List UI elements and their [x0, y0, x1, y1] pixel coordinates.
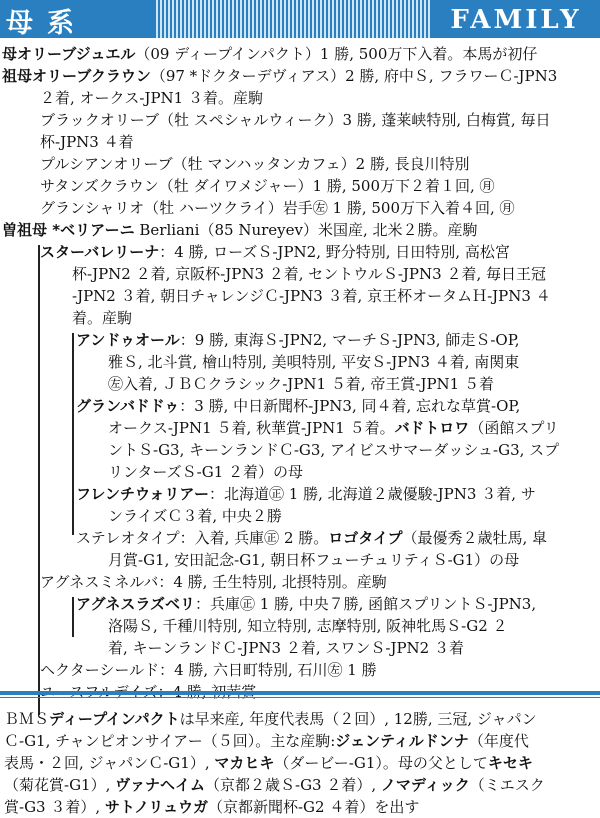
text-segment: 着。産駒 [72, 309, 133, 327]
horse-name: マカヒキ [214, 754, 275, 772]
pedigree-line [108, 637, 464, 659]
horse-name: バドトロワ [394, 419, 470, 437]
horse-name: アンドゥオール [76, 331, 180, 349]
text-segment: ：3 勝, 中日新聞杯-JPN3, 同４着, 忘れな草賞-OP, [179, 397, 521, 415]
pedigree-line [76, 395, 520, 417]
text-segment: Ｃ-G1, チャンピオンサイアー（５回）。主な産駒: [4, 732, 336, 750]
text-segment: （ダービー-G1）。母の父として [274, 754, 488, 772]
text-segment: ㊧入着, ＪＢＣクラシック-JPN1 ５着, 帝王賞-JPN1 ５着 [108, 375, 494, 393]
text-segment: （年度代 [468, 732, 529, 750]
text-segment: ：北海道㊣ 1 勝, 北海道２歳優駿-JPN3 ３着, サ [208, 485, 536, 503]
pedigree-line [40, 571, 387, 593]
text-segment: 洛陽Ｓ, 千種川特別, 知立特別, 志摩特別, 阪神牝馬Ｓ-G2 ２ [108, 617, 508, 635]
text-segment: ステレオタイプ：入着, 兵庫㊣ 2 勝。 [76, 529, 329, 547]
bms-divider-thin [0, 697, 600, 698]
pedigree-line [108, 549, 519, 571]
text-segment: （97 *ドクターデヴィアス）2 勝, 府中Ｓ, フラワーＣ-JPN3 [150, 67, 558, 85]
text-segment: ：兵庫㊣ 1 勝, 中央７勝, 函館スプリントＳ-JPN3, [194, 595, 537, 613]
horse-name: アグネスラズベリ [76, 595, 195, 613]
tree-bracket [72, 333, 74, 535]
text-segment: -JPN2 ３着, 朝日チャレンジＣ-JPN3 ３着, 京王杯オータムＨ-JPN3 ４ [72, 287, 551, 305]
horse-name: ノマディック [380, 776, 470, 794]
tree-bracket [72, 597, 74, 637]
horse-name: キセキ [487, 754, 533, 772]
pedigree-line [108, 439, 559, 461]
text-segment: グランシャリオ（牡 ハーツクライ）岩手㊧ 1 勝, 500万下入着４回, ㊊ [40, 199, 515, 217]
section-title: 母系 [6, 8, 88, 38]
bms-line [4, 774, 545, 796]
text-segment: 着, キーンランドＣ-JPN3 ２着, スワンＳ-JPN2 ３着 [108, 639, 464, 657]
text-segment: 月賞-G1, 安田記念-G1, 朝日杯フューチュリティＳ-G1）の母 [108, 551, 520, 569]
pedigree-line [40, 659, 377, 681]
bms-divider [0, 691, 600, 695]
section-label: FAMILY [432, 0, 600, 38]
text-segment: リンターズＳ-G1 ２着）の母 [108, 463, 304, 481]
horse-name: 祖母 [2, 67, 33, 85]
text-segment: ブラックオリーブ（牡 スペシャルウィーク）3 勝, 蓬莱峡特別, 白梅賞, 毎日 [40, 111, 551, 129]
horse-name: ジェンティルドンナ [335, 732, 469, 750]
text-segment: ：4 勝, ローズＳ-JPN2, 野分特別, 日田特別, 高松宮 [159, 243, 510, 261]
horse-name: *ベリアーニ [47, 221, 135, 239]
text-segment: （09 ディープインパクト）1 勝, 500万下入着。本馬が初仔 [135, 45, 538, 63]
horse-name: 曽祖母 [2, 221, 48, 239]
text-segment: 杯-JPN3 ４着 [40, 133, 134, 151]
text-segment: ントＳ-G3, キーンランドＣ-G3, アイビスサマーダッシュ-G3, スプ [108, 441, 560, 459]
horse-name: グランバドドゥ [76, 397, 180, 415]
text-segment: アグネスミネルバ：4 勝, 壬生特別, 北摂特別。産駒 [40, 573, 387, 591]
pedigree-line [108, 417, 559, 439]
text-segment: Berliani（85 Nureyev）米国産, 北米２勝。産駒 [134, 221, 478, 239]
horse-name: オリーブクラウン [32, 67, 151, 85]
text-segment: プルシアンオリーブ（牡 マンハッタンカフェ）2 勝, 長良川特別 [40, 155, 470, 173]
pedigree-line [72, 285, 551, 307]
horse-name: サトノリュウガ [104, 798, 208, 816]
section-header [0, 0, 600, 38]
horse-name: オリーブジュエル [17, 45, 136, 63]
text-segment: （ミエスク [469, 776, 545, 794]
pedigree-line [2, 219, 478, 241]
pedigree-line [108, 615, 508, 637]
text-segment: （菊花賞-G1）, [4, 776, 116, 794]
text-segment: ンライズＣ３着, 中央２勝 [108, 507, 282, 525]
header-title-box [0, 0, 152, 38]
pedigree-line [108, 461, 303, 483]
text-segment: 杯-JPN2 ２着, 京阪杯-JPN3 ２着, セントウルＳ-JPN3 ２着, 毎日王冠 [72, 265, 546, 283]
text-segment: 賞-G3 ３着）, [4, 798, 105, 816]
text-segment: 雅Ｓ, 北斗賞, 檜山特別, 美唄特別, 平安Ｓ-JPN3 ４着, 南関東 [108, 353, 520, 371]
pedigree-line [76, 483, 536, 505]
horse-name: 母 [2, 45, 18, 63]
pedigree-line [40, 153, 470, 175]
pedigree-line [72, 263, 546, 285]
horse-name: スターバレリーナ [40, 243, 160, 261]
text-segment: （京都２歳Ｓ-G3 ２着）, [205, 776, 381, 794]
bms-line [4, 708, 537, 730]
horse-name: ヴァナヘイム [115, 776, 205, 794]
pedigree-line [108, 351, 519, 373]
text-segment: ：9 勝, 東海Ｓ-JPN2, マーチＳ-JPN3, 師走Ｓ-OP, [179, 331, 520, 349]
tree-bracket [38, 245, 40, 715]
pedigree-line [108, 505, 282, 527]
horse-name: フレンチウォリアー [76, 485, 209, 503]
bms-line [4, 730, 529, 752]
text-segment: オークス-JPN1 ５着, 秋華賞-JPN1 ５着。 [108, 419, 395, 437]
pedigree-line [40, 87, 263, 109]
text-segment: 表馬・２回, ジャパンＣ-G1）, [4, 754, 215, 772]
text-segment: は早来産, 年度代表馬（２回）, 12勝, 三冠, ジャパン [179, 710, 537, 728]
text-segment: （最優秀２歳牡馬, 皐 [402, 529, 548, 547]
pedigree-line [76, 527, 547, 549]
text-segment: サタンズクラウン（牡 ダイワメジャー）1 勝, 500万下２着１回, ㊊ [40, 177, 495, 195]
horse-name: ロゴタイプ [328, 529, 403, 547]
pedigree-line [76, 593, 536, 615]
bms-line [4, 752, 533, 774]
pedigree-line [2, 43, 537, 65]
text-segment: ＢＭＳ [4, 710, 50, 728]
text-segment: ２着, オークス-JPN1 ３着。産駒 [40, 89, 263, 107]
text-segment: （函館スプリ [469, 419, 559, 437]
pedigree-line [40, 197, 515, 219]
pedigree-line [40, 175, 495, 197]
text-segment: （京都新聞杯-G2 ４着）を出す [207, 798, 420, 816]
text-segment: ヘクターシールド：4 勝, 六日町特別, 石川㊧ 1 勝 [40, 661, 377, 679]
pedigree-line [108, 373, 494, 395]
pedigree-line [40, 131, 134, 153]
pedigree-line [76, 329, 520, 351]
pedigree-line [72, 307, 132, 329]
pedigree-line [2, 65, 557, 87]
pedigree-line [40, 241, 510, 263]
pedigree-line [40, 109, 550, 131]
horse-name: ディープインパクト [49, 710, 180, 728]
